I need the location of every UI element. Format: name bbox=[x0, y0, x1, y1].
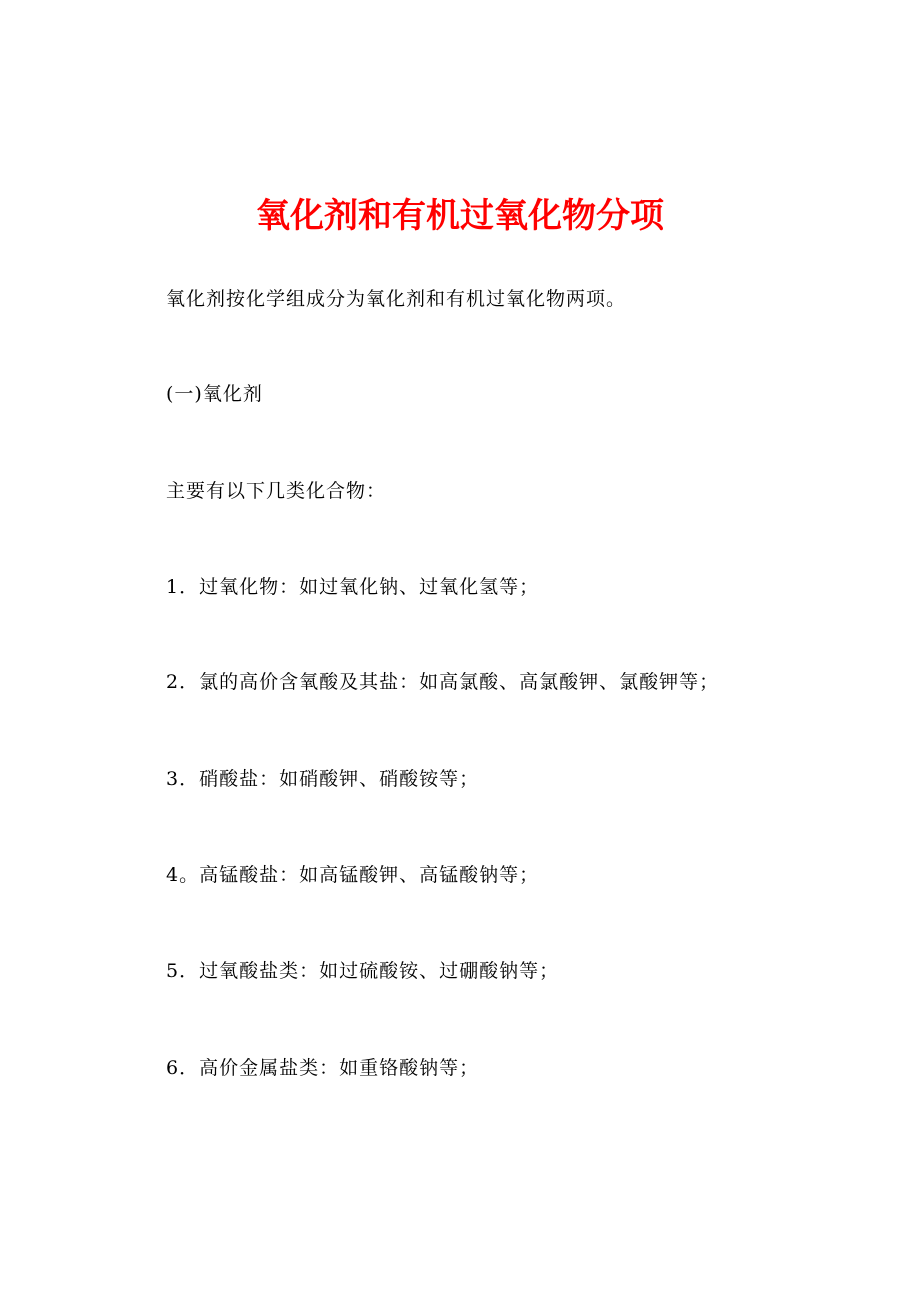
list-intro: 主要有以下几类化合物： bbox=[166, 480, 387, 502]
document-title: 氧化剂和有机过氧化物分项 bbox=[256, 196, 664, 236]
list-item: 4。高锰酸盐：如高锰酸钾、高锰酸钠等； bbox=[166, 864, 540, 886]
list-item: 6．高价金属盐类：如重铬酸钠等； bbox=[166, 1057, 480, 1079]
section-heading-oxidizer: (一)氧化剂 bbox=[166, 383, 263, 405]
list-item: 3．硝酸盐：如硝酸钾、硝酸铵等； bbox=[166, 768, 480, 790]
list-item: 5．过氧酸盐类：如过硫酸铵、过硼酸钠等； bbox=[166, 960, 560, 982]
list-item: 1．过氧化物：如过氧化钠、过氧化氢等； bbox=[166, 576, 540, 598]
intro-paragraph: 氧化剂按化学组成分为氧化剂和有机过氧化物两项。 bbox=[166, 288, 627, 310]
list-item: 2．氯的高价含氧酸及其盐：如高氯酸、高氯酸钾、氯酸钾等； bbox=[166, 671, 720, 693]
